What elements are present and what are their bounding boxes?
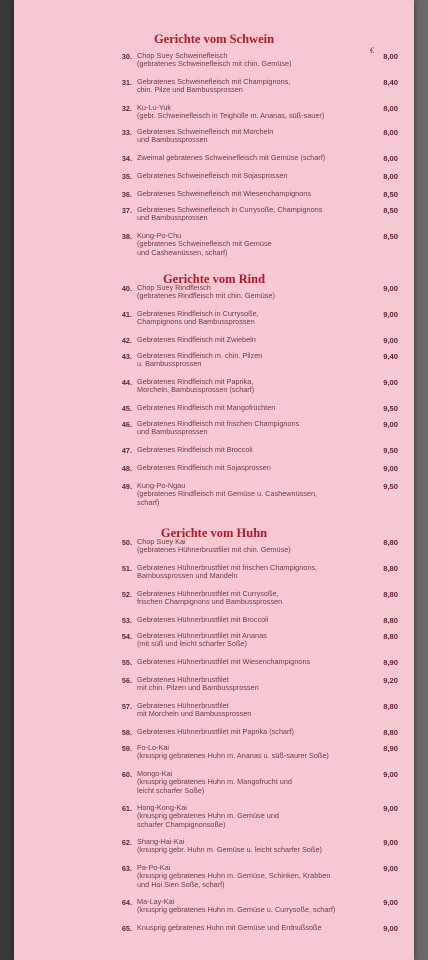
item-price: 9,50: [383, 446, 398, 455]
item-description: [137, 310, 377, 327]
item-price: 9,50: [383, 404, 398, 413]
item-description-line: Gebratenes Rindfleisch mit Sojasprossen: [137, 463, 271, 472]
item-description: [137, 924, 377, 932]
item-price: 8,80: [383, 702, 398, 711]
item-number: 48.: [121, 464, 132, 473]
item-description: [137, 616, 377, 624]
item-description-line: und Bambussprossen: [137, 213, 208, 223]
item-description-line: chin. Pilze und Bambussprossen: [137, 85, 243, 95]
item-description-line: Kung-Po-Chu: [137, 231, 182, 240]
item-number: 37.: [121, 206, 132, 215]
item-number: 42.: [121, 336, 132, 345]
item-description: [137, 352, 377, 369]
item-price: 9,00: [383, 284, 398, 293]
item-description-line: Gebratenes Rindfleisch mit frischen Champignons: [137, 419, 300, 428]
item-description-line: Shang-Hai-Kai: [137, 837, 185, 846]
item-description-line: Knusprig gebratenes Huhn mit Gemüse und Erdnußsoße: [137, 923, 322, 932]
item-description-line: Gebratenes Hühnerbrustfilet mit Ananas: [137, 631, 267, 640]
item-description-line: (knusprig gebratenes Huhn m. Ananas u. süß-saurer Soße): [137, 751, 329, 761]
item-price: 9,00: [383, 924, 398, 933]
item-description: [137, 190, 377, 198]
item-number: 34.: [121, 154, 132, 163]
item-description-line: scharfer Champignonsoße): [137, 819, 226, 829]
item-description: [137, 336, 377, 344]
item-description-line: Gebratenes Schweinefleisch mit Morcheln: [137, 127, 274, 136]
item-description-line: Gebratenes Hühnerbrustfilet mit Paprika (scharf): [137, 727, 294, 736]
item-description-line: Gebratenes Hühnerbrustfilet mit frischen Champignons,: [137, 563, 318, 572]
item-description-line: u. Bambussprossen: [137, 359, 202, 369]
item-number: 50.: [121, 538, 132, 547]
item-description-line: (gebratenes Hühnerbrustfilet mit chin. Gemüse): [137, 545, 291, 555]
item-description: [137, 52, 377, 69]
item-description-line: (knusprig gebratenes Huhn m. Mangofrucht und: [137, 777, 292, 787]
item-price: 8,80: [383, 538, 398, 547]
item-description-line: scharf): [137, 497, 160, 507]
item-description: [137, 838, 377, 855]
item-description-line: Gebratenes Hühnerbrustfilet: [137, 701, 229, 710]
item-number: 60.: [121, 770, 132, 779]
item-price: 8,50: [383, 190, 398, 199]
item-description-line: Pa-Po-Kai: [137, 863, 171, 872]
item-number: 52.: [121, 590, 132, 599]
item-description: [137, 804, 377, 829]
item-price: 8,90: [383, 658, 398, 667]
item-description-line: Chop Suey Kai: [137, 537, 186, 546]
item-price: 8,80: [383, 590, 398, 599]
item-description-line: (knusprig gebratenes Huhn m. Gemüse, Schinken, Krabben: [137, 871, 331, 881]
item-number: 56.: [121, 676, 132, 685]
item-description: [137, 128, 377, 145]
item-description-line: Gebratenes Schweinefleisch mit Wiesenchampignons: [137, 189, 311, 198]
item-number: 57.: [121, 702, 132, 711]
item-description-line: Chop Suey Rindfleisch: [137, 283, 211, 292]
item-description: [137, 590, 377, 607]
item-description-line: (knusprig gebr. Huhn m. Gemüse u. leicht scharfer Soße): [137, 845, 322, 855]
item-description-line: Bambussprossen und Mandeln: [137, 571, 238, 581]
item-description-line: Gebratenes Rindfleisch mit Mangofrüchten: [137, 403, 276, 412]
item-number: 36.: [121, 190, 132, 199]
item-number: 46.: [121, 420, 132, 429]
item-description: [137, 446, 377, 454]
left-edge: [0, 0, 14, 960]
item-number: 47.: [121, 446, 132, 455]
item-description: [137, 104, 377, 121]
item-description-line: Gebratenes Hühnerbrustfilet mit Wiesenchampignons: [137, 657, 311, 666]
item-number: 55.: [121, 658, 132, 667]
item-price: 8,00: [383, 172, 398, 181]
item-description-line: Kung-Po-Ngau: [137, 481, 186, 490]
item-description-line: Chop Suey Schweinefleisch: [137, 51, 228, 60]
item-description-line: Gebratenes Schweinefleisch mit Sojasprossen: [137, 171, 288, 180]
item-number: 41.: [121, 310, 132, 319]
item-number: 43.: [121, 352, 132, 361]
item-number: 61.: [121, 804, 132, 813]
item-number: 30.: [121, 52, 132, 61]
item-description: [137, 420, 377, 437]
item-description: [137, 78, 377, 95]
item-number: 31.: [121, 78, 132, 87]
item-price: 9,00: [383, 864, 398, 873]
item-description-line: leicht scharfer Soße): [137, 785, 205, 795]
item-price: 8,80: [383, 728, 398, 737]
item-description-line: (knusprig gebratenes Huhn m. Gemüse und: [137, 811, 279, 821]
item-description-line: (gebratenes Schweinefleisch mit chin. Gemüse): [137, 59, 292, 69]
item-description-line: Gebratenes Hühnerbrustfilet mit Currysoße,: [137, 589, 279, 598]
item-price: 8,80: [383, 616, 398, 625]
item-description-line: Gebratenes Rindfleisch m. chin. Pilzen: [137, 351, 263, 360]
item-price: 9,20: [383, 676, 398, 685]
item-description-line: Gebratenes Hühnerbrustfilet: [137, 675, 229, 684]
item-description-line: Ma-Lay-Kai: [137, 897, 175, 906]
item-description-line: Mongo-Kai: [137, 769, 173, 778]
item-description-line: (knusprig gebratenes Huhn m. Gemüse u. Currysoße, scharf): [137, 905, 336, 915]
item-price: 9,00: [383, 378, 398, 387]
item-price: 8,80: [383, 632, 398, 641]
item-description: [137, 728, 377, 736]
item-number: 53.: [121, 616, 132, 625]
item-description: [137, 154, 377, 162]
item-number: 45.: [121, 404, 132, 413]
item-description: [137, 632, 377, 649]
item-price: 9,00: [383, 804, 398, 813]
item-description: [137, 658, 377, 666]
item-description-line: Gebratenes Rindfleisch in Currysoße,: [137, 309, 259, 318]
menu-page: [14, 0, 414, 960]
item-number: 49.: [121, 482, 132, 491]
item-description-line: mit Morcheln und Bambussprossen: [137, 709, 252, 719]
item-description: [137, 172, 377, 180]
item-price: 8,00: [383, 154, 398, 163]
item-description: [137, 744, 377, 761]
item-price: 8,40: [383, 78, 398, 87]
item-price: 9,00: [383, 420, 398, 429]
item-description-line: Ku-Lu-Yuk: [137, 103, 172, 112]
item-price: 8,90: [383, 744, 398, 753]
item-description-line: Zweimal gebratenes Schweinefleisch mit Gemüse (scharf): [137, 153, 326, 162]
item-number: 40.: [121, 284, 132, 293]
item-price: 9,00: [383, 336, 398, 345]
item-description-line: mit chin. Pilzen und Bambussprossen: [137, 683, 259, 693]
section-title-schwein: Gerichte vom Schwein: [153, 32, 275, 46]
item-description-line: (gebr. Schweinefleisch in Teighülle m. Ananas, süß-sauer): [137, 111, 325, 121]
item-description-line: Fo-Lo-Kai: [137, 743, 170, 752]
item-number: 59.: [121, 744, 132, 753]
item-price: 9,00: [383, 770, 398, 779]
item-price: 8,00: [383, 128, 398, 137]
section-title-huhn: Gerichte vom Huhn: [160, 526, 268, 540]
item-price: 9,50: [383, 482, 398, 491]
item-description: [137, 378, 377, 395]
item-price: 9,00: [383, 898, 398, 907]
item-number: 54.: [121, 632, 132, 641]
item-number: 63.: [121, 864, 132, 873]
item-description-line: Gebratenes Rindfleisch mit Paprika,: [137, 377, 254, 386]
item-description-line: (mit süß und leicht scharfer Soße): [137, 639, 247, 649]
item-description-line: Morcheln, Bambussprossen (scharf): [137, 385, 255, 395]
item-price: 9,40: [383, 352, 398, 361]
item-description-line: und Bambussprossen: [137, 135, 208, 145]
item-description: [137, 404, 377, 412]
item-description-line: (gebratenes Rindfleisch mit Gemüse u. Cashewnüssen,: [137, 489, 318, 499]
item-price: 8,00: [383, 52, 398, 61]
item-price: 9,00: [383, 464, 398, 473]
item-description: [137, 864, 377, 889]
right-edge: [414, 0, 428, 960]
item-description: [137, 232, 377, 257]
item-description-line: (gebratenes Schweinefleisch mit Gemüse: [137, 239, 272, 249]
item-description-line: und Bambussprossen: [137, 427, 208, 437]
item-number: 44.: [121, 378, 132, 387]
item-description-line: Champignons und Bambussprossen: [137, 317, 255, 327]
section-title-rind: Gerichte vom Rind: [162, 272, 266, 286]
item-price: 8,80: [383, 564, 398, 573]
item-number: 62.: [121, 838, 132, 847]
item-description: [137, 564, 377, 581]
item-price: 8,50: [383, 206, 398, 215]
item-number: 65.: [121, 924, 132, 933]
item-number: 32.: [121, 104, 132, 113]
item-description: [137, 284, 377, 301]
item-number: 35.: [121, 172, 132, 181]
item-price: 8,50: [383, 232, 398, 241]
item-description: [137, 482, 377, 507]
item-description: [137, 770, 377, 795]
item-price: 9,00: [383, 310, 398, 319]
item-description: [137, 702, 377, 719]
item-number: 38.: [121, 232, 132, 241]
item-price: 9,00: [383, 838, 398, 847]
item-description-line: und Hoi Sien Soße, scharf): [137, 879, 225, 889]
item-description-line: Gebratenes Schweinefleisch mit Champignons,: [137, 77, 291, 86]
item-number: 51.: [121, 564, 132, 573]
item-description-line: und Cashewnüssen, scharf): [137, 247, 228, 257]
item-description-line: Gebratenes Hühnerbrustfilet mit Broccoli: [137, 615, 269, 624]
item-number: 64.: [121, 898, 132, 907]
item-description: [137, 206, 377, 223]
item-description: [137, 898, 377, 915]
item-description-line: frischen Champignons und Bambussprossen: [137, 597, 283, 607]
item-description-line: Gebratenes Rindfleisch mit Broccoli: [137, 445, 253, 454]
item-number: 58.: [121, 728, 132, 737]
item-description-line: Gebratenes Schweinefleisch in Currysoße, Champignons: [137, 205, 323, 214]
item-description: [137, 676, 377, 693]
item-number: 33.: [121, 128, 132, 137]
item-description: [137, 538, 377, 555]
item-description-line: Hong-Kong-Kai: [137, 803, 187, 812]
item-description: [137, 464, 377, 472]
item-description-line: (gebratenes Rindfleisch mit chin. Gemüse): [137, 291, 275, 301]
item-price: 8,00: [383, 104, 398, 113]
item-description-line: Gebratenes Rindfleisch mit Zwiebeln: [137, 335, 256, 344]
currency-symbol: €: [370, 46, 374, 55]
